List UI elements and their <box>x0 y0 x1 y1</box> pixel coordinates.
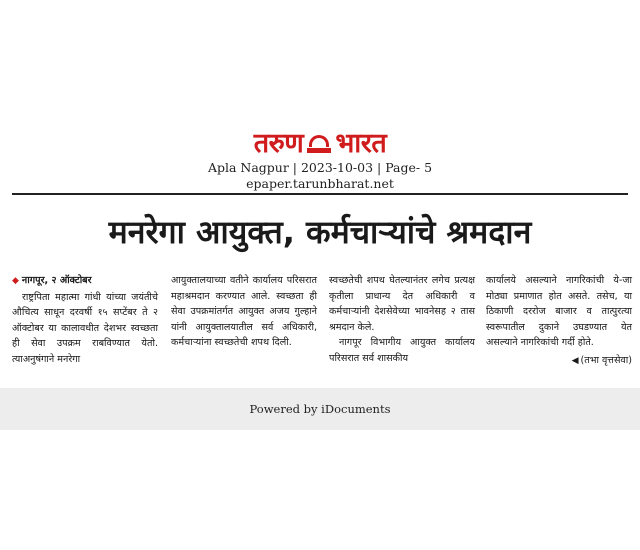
dateline: ◆ नागपूर, २ ऑक्टोबर <box>12 275 92 286</box>
epaper-url: epaper.tarunbharat.net <box>246 176 394 191</box>
article-body <box>12 273 630 373</box>
article-column-4 <box>486 273 632 370</box>
edition-info: Apla Nagpur | 2023-10-03 | Page- 5 <box>207 160 433 175</box>
column-4-text: कार्यालये असल्याने नागरिकांची ये-जा मोठ्या प्रमाणात होत असते. तसेच, या ठिकाणी दररोज बाजार व तात्पुरत्या स्वरूपातील दुकाने उघडण्यात येत असल्याने नागरिकांची गर्दी होते. <box>486 275 632 349</box>
column-3-text-2: नागपूर विभागीय आयुक्त कार्यालय परिसरात सर्व शासकीय <box>329 337 475 364</box>
column-1-text: राष्ट्रपिता महात्मा गांधी यांच्या जयंतीचे औचित्य साधून दरवर्षी १५ सप्टेंबर ते २ ऑक्टोबर या कालावधीत देशभर स्वच्छता ही सेवा उपक्रम राबविण्यात येतो. त्याअनुषंगाने मनरेगा <box>12 291 158 365</box>
article-headline: मनरेगा आयुक्त, कर्मचाऱ्यांचे श्रमदान <box>108 213 532 251</box>
column-2-text: आयुक्तालयाच्या वतीने कार्यालय परिसरात महाश्रमदान करण्यात आले. स्वच्छता ही सेवा उपक्रमांतर्गत आयुक्त अजय गुल्हाने यांनी आयुक्तालयातील सर्व अधिकारी, कर्मचाऱ्यांना स्वच्छतेची शपथ दिली. <box>171 275 317 349</box>
diamond-bullet-icon: ◆ <box>12 276 19 286</box>
article-column-2 <box>171 273 317 351</box>
column-3-text: स्वच्छतेची शपथ घेतल्यानंतर लगेच प्रत्यक्ष कृतीला प्राधान्य देत अधिकारी व कर्मचाऱ्यांनी देशसेवेच्या भावनेसह २ तास श्रमदान केले. <box>329 275 475 333</box>
triangle-marker-icon: ◀ <box>571 355 579 366</box>
masthead-divider <box>12 193 628 195</box>
powered-by-footer[interactable]: Powered by iDocuments <box>0 388 640 430</box>
logo-text-left: तरुण <box>253 128 304 159</box>
news-credit: ◀ (तभा वृत्तसेवा) <box>571 354 632 366</box>
logo-text-right: भारत <box>335 128 387 159</box>
masthead <box>0 128 640 192</box>
newspaper-logo <box>254 128 386 160</box>
article-column-3 <box>329 273 475 367</box>
logo-emblem-icon <box>307 135 331 153</box>
article-column-1 <box>12 273 158 368</box>
